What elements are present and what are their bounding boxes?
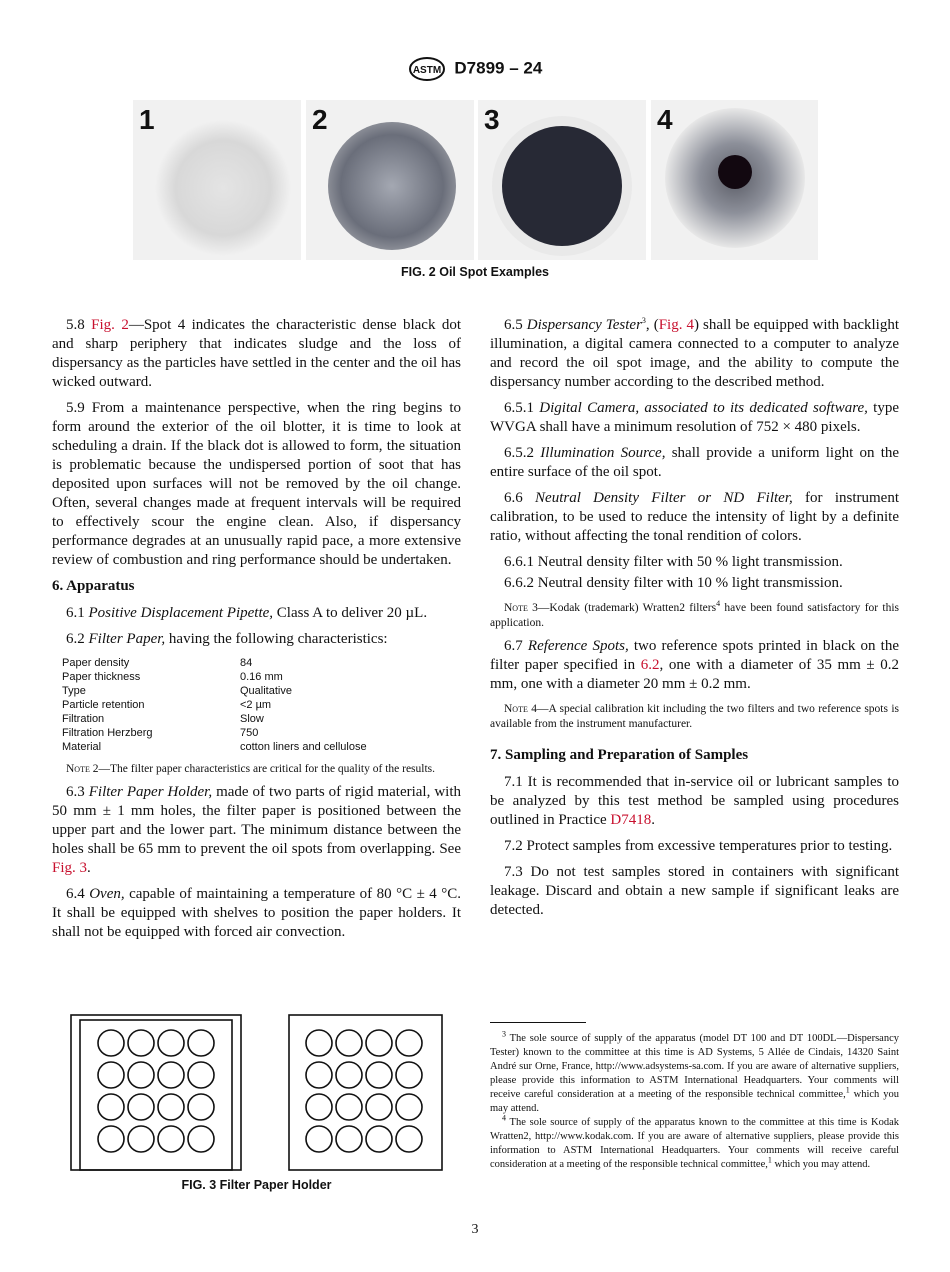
paragraph-7-2: 7.2 Protect samples from excessive temperatures prior to testing.	[504, 838, 893, 854]
spot-number: 1	[139, 104, 155, 135]
figure-2-oil-spots	[133, 100, 818, 260]
paragraph-5-9: 5.9 From a maintenance perspective, when the ring begins to form around the exterior of the oil blotter, it is time to look at scheduling a drain. If the black dot is allowed to form, the situation is problematic because the undispersed portion of soot that has deposited upon surfaces will not be removed by the oil change. Often, several changes made at frequent intervals will be required to effectively scour the engine clean. Also, if dispersancy performance degrades at an unusually rapid pace, a more extensive review of combustion and ring performance should be undertaken.	[52, 400, 461, 568]
table-row: Particle retention <2 µm	[62, 699, 272, 711]
fig-3-link[interactable]: Fig. 3	[52, 860, 88, 876]
oil-spot-4	[651, 100, 818, 260]
section-7-heading: 7. Sampling and Preparation of Samples	[490, 747, 749, 763]
paragraph-7-1: 7.1 It is recommended that in-service oil or lubricant samples to be analyzed by this test method be sampled using procedures outlined in Practice D7418.	[490, 774, 899, 828]
table-row: Material cotton liners and cellulose	[62, 741, 367, 753]
spot-number: 4	[657, 104, 673, 135]
astm-logo-icon	[408, 57, 446, 81]
right-column	[490, 316, 899, 927]
paragraph-6-6-2: 6.6.2 Neutral density filter with 10 % light transmission.	[504, 575, 843, 591]
paragraph-6-6: 6.6 Neutral Density Filter or ND Filter, for instrument calibration, to be used to reduce the intensity of light by a definite ratio, without affecting the tonal rendition of colors.	[490, 490, 899, 544]
section-6-2-link[interactable]: 6.2	[640, 657, 660, 673]
paragraph-6-5-2: 6.5.2 Illumination Source, shall provide a uniform light on the entire surface of the oil spot.	[490, 445, 900, 480]
filter-paper-table	[62, 656, 367, 754]
fig-4-link[interactable]: Fig. 4	[658, 317, 694, 333]
document-designation: D7899 – 24	[454, 58, 543, 78]
paragraph-5-8: 5.8 Fig. 2—Spot 4 indicates the characteristic dense black dot and sharp periphery that indicates sludge and the loss of dispersancy as the particles have settled in the center and the oil has wicked outward.	[52, 317, 462, 390]
fig-2-link[interactable]: Fig. 2	[91, 317, 129, 333]
section-6-heading: 6. Apparatus	[52, 578, 135, 594]
note-4: Note 4—A special calibration kit including the two filters and two reference spots is available from the instrument manufacturer.	[490, 703, 899, 730]
paragraph-6-1: 6.1 Positive Displacement Pipette, Class A to deliver 20 µL.	[66, 605, 428, 621]
left-column	[52, 316, 461, 949]
page-number: 3	[471, 1222, 479, 1237]
paragraph-6-2: 6.2 Filter Paper, having the following characteristics:	[66, 631, 388, 647]
figure-3-caption: FIG. 3 Filter Paper Holder	[181, 1178, 332, 1192]
footnote-3: $^3$ The sole source of supply of the apparatus (model DT 100 and DT 100DL—Dispersancy Tester) known to the committee at this time is AD Systems, 5 Allée de Cindais, 14320 Saint André sur Orne, France, http://www.adsystems-sa.com. If you are aware of alternative suppliers, please provide this information to ASTM International Headquarters. Your comments will receive careful consideration at a meeting of the responsible technical committee,$^1$ which you may attend.	[490, 1029, 899, 1114]
paragraph-6-4: 6.4 Oven, capable of maintaining a temperature of 80 °C ± 4 °C. It shall be equipped with shelves to position the paper holders. It shall not be equipped with forced air convection.	[52, 886, 461, 940]
footnotes	[490, 1029, 899, 1172]
note-3: Note 3—Kodak (trademark) Wratten2 filters$^4$ have been found satisfactory for this application.	[490, 599, 899, 629]
svg-text:ASTM: ASTM	[412, 65, 441, 76]
paragraph-6-5: 6.5 Dispersancy Tester$^3$, (Fig. 4) shall be equipped with backlight illumination, a digital camera connected to a computer to analyze and record the oil spot image, and the ability to compute the dispersancy number according to the described method.	[490, 316, 900, 390]
note-2: Note 2—The filter paper characteristics are critical for the quality of the results.	[66, 763, 436, 775]
paragraph-6-6-1: 6.6.1 Neutral density filter with 50 % light transmission.	[504, 554, 843, 570]
table-row: Paper thickness 0.16 mm	[62, 671, 283, 683]
oil-spot-2	[306, 100, 474, 260]
table-row: Filtration Herzberg 750	[62, 727, 259, 739]
paragraph-6-7: 6.7 Reference Spots, two reference spots printed in black on the filter paper specified in 6.2, one with a diameter of 35 mm ± 0.2 mm, one with a diameter 20 mm ± 0.2 mm.	[490, 638, 899, 692]
table-row: Filtration Slow	[62, 713, 264, 725]
paragraph-6-3: 6.3 Filter Paper Holder, made of two parts of rigid material, with 50 mm ± 1 mm holes, the filter paper is positioned between the upper part and the lower part. The minimum distance between the holes shall be 65 mm to prevent the oil spots from overlapping. See Fig. 3.	[52, 784, 461, 876]
paragraph-7-3: 7.3 Do not test samples stored in containers with significant leakage. Discard and obtain a new sample if significant leaks are detected.	[490, 864, 899, 918]
d7418-link[interactable]: D7418	[610, 812, 652, 828]
paragraph-6-5-1: 6.5.1 Digital Camera, associated to its dedicated software, type WVGA shall have a minimum resolution of 752 × 480 pixels.	[490, 400, 899, 435]
spot-number: 2	[312, 104, 328, 135]
figure-2-caption: FIG. 2 Oil Spot Examples	[401, 265, 549, 279]
footnote-4: $^4$ The sole source of supply of the apparatus known to the committee at this time is Kodak Wratten2, http://www.kodak.com. If you are aware of alternative suppliers, please provide this information to ASTM International Headquarters. Your comments will receive careful consideration at a meeting of the responsible technical committee,$^1$ which you may attend.	[490, 1113, 899, 1170]
page-header	[0, 57, 950, 81]
table-row: Paper density 84	[62, 657, 253, 669]
oil-spot-1	[133, 100, 301, 260]
table-row: Type Qualitative	[62, 685, 292, 697]
spot-number: 3	[484, 104, 500, 135]
footnote-divider	[490, 1022, 586, 1023]
figure-3-filter-paper-holder	[70, 1014, 444, 1172]
oil-spot-3	[478, 100, 646, 260]
